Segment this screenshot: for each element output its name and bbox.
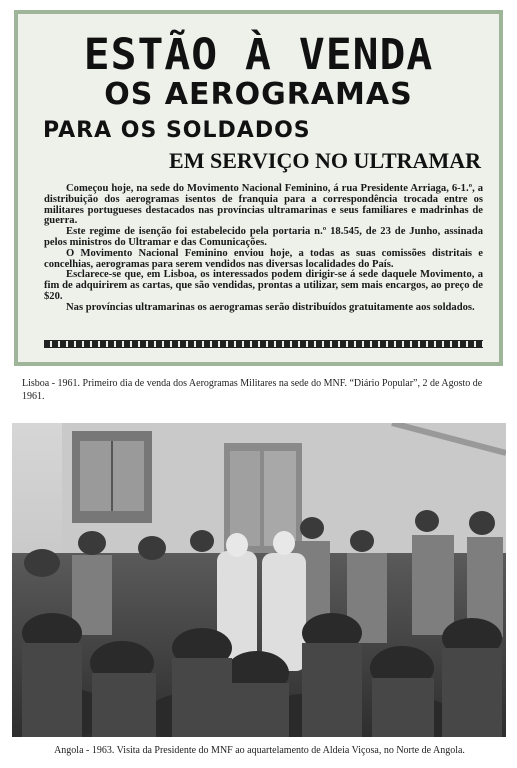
ornamental-rule [44,340,483,348]
article-paragraph: Esclarece-se que, em Lisboa, os interessados podem dirigir-se á sede daquele Movimento, a fim de adquirirem as cartas, que são vendidas, prontas a utilizar, sem mais encargos, ao preço de $20. [44,269,483,302]
newspaper-clipping [14,10,503,366]
caption-top: Lisboa - 1961. Primeiro dia de venda dos Aerogramas Militares na sede do MNF. “Diário Popular”, 2 de Agosto de 1961. [22,378,483,402]
headline-main: ESTÃO À VENDA [83,30,434,80]
historical-photo [12,423,506,737]
article-paragraph: Começou hoje, na sede do Movimento Nacional Feminino, á rua Presidente Arriaga, 6-1.º, a distribuição dos aerogramas isentos de franquia para a correspondência trocada entre os militares portugueses destacados nas províncias ultramarinas e seus familiares e madrinhas de guerra. [44,183,483,227]
photo-illustration [12,423,506,737]
article-body [44,184,483,314]
article-paragraph: Este regime de isenção foi estabelecido pela portaria n.º 18.545, de 23 de Junho, assinada pelos ministros do Ultramar e das Comunicações. [44,226,483,248]
headline-secondary: OS AEROGRAMAS [104,77,413,112]
caption-bottom: Angola - 1963. Visita da Presidente do MNF ao aquartelamento de Aldeia Viçosa, no Norte de Angola. [54,745,465,756]
article-paragraph: O Movimento Nacional Feminino enviou hoje, a todas as suas comissões distritais e concelhias, aerogramas para serem vendidos nas diversas localidades do País. [44,247,483,270]
headline-subtitle: EM SERVIÇO NO ULTRAMAR [169,148,481,173]
headline-tertiary: PARA OS SOLDADOS [43,118,311,143]
article-paragraph: Nas províncias ultramarinas os aerogramas serão distribuídos gratuitamente aos soldados. [66,301,475,313]
